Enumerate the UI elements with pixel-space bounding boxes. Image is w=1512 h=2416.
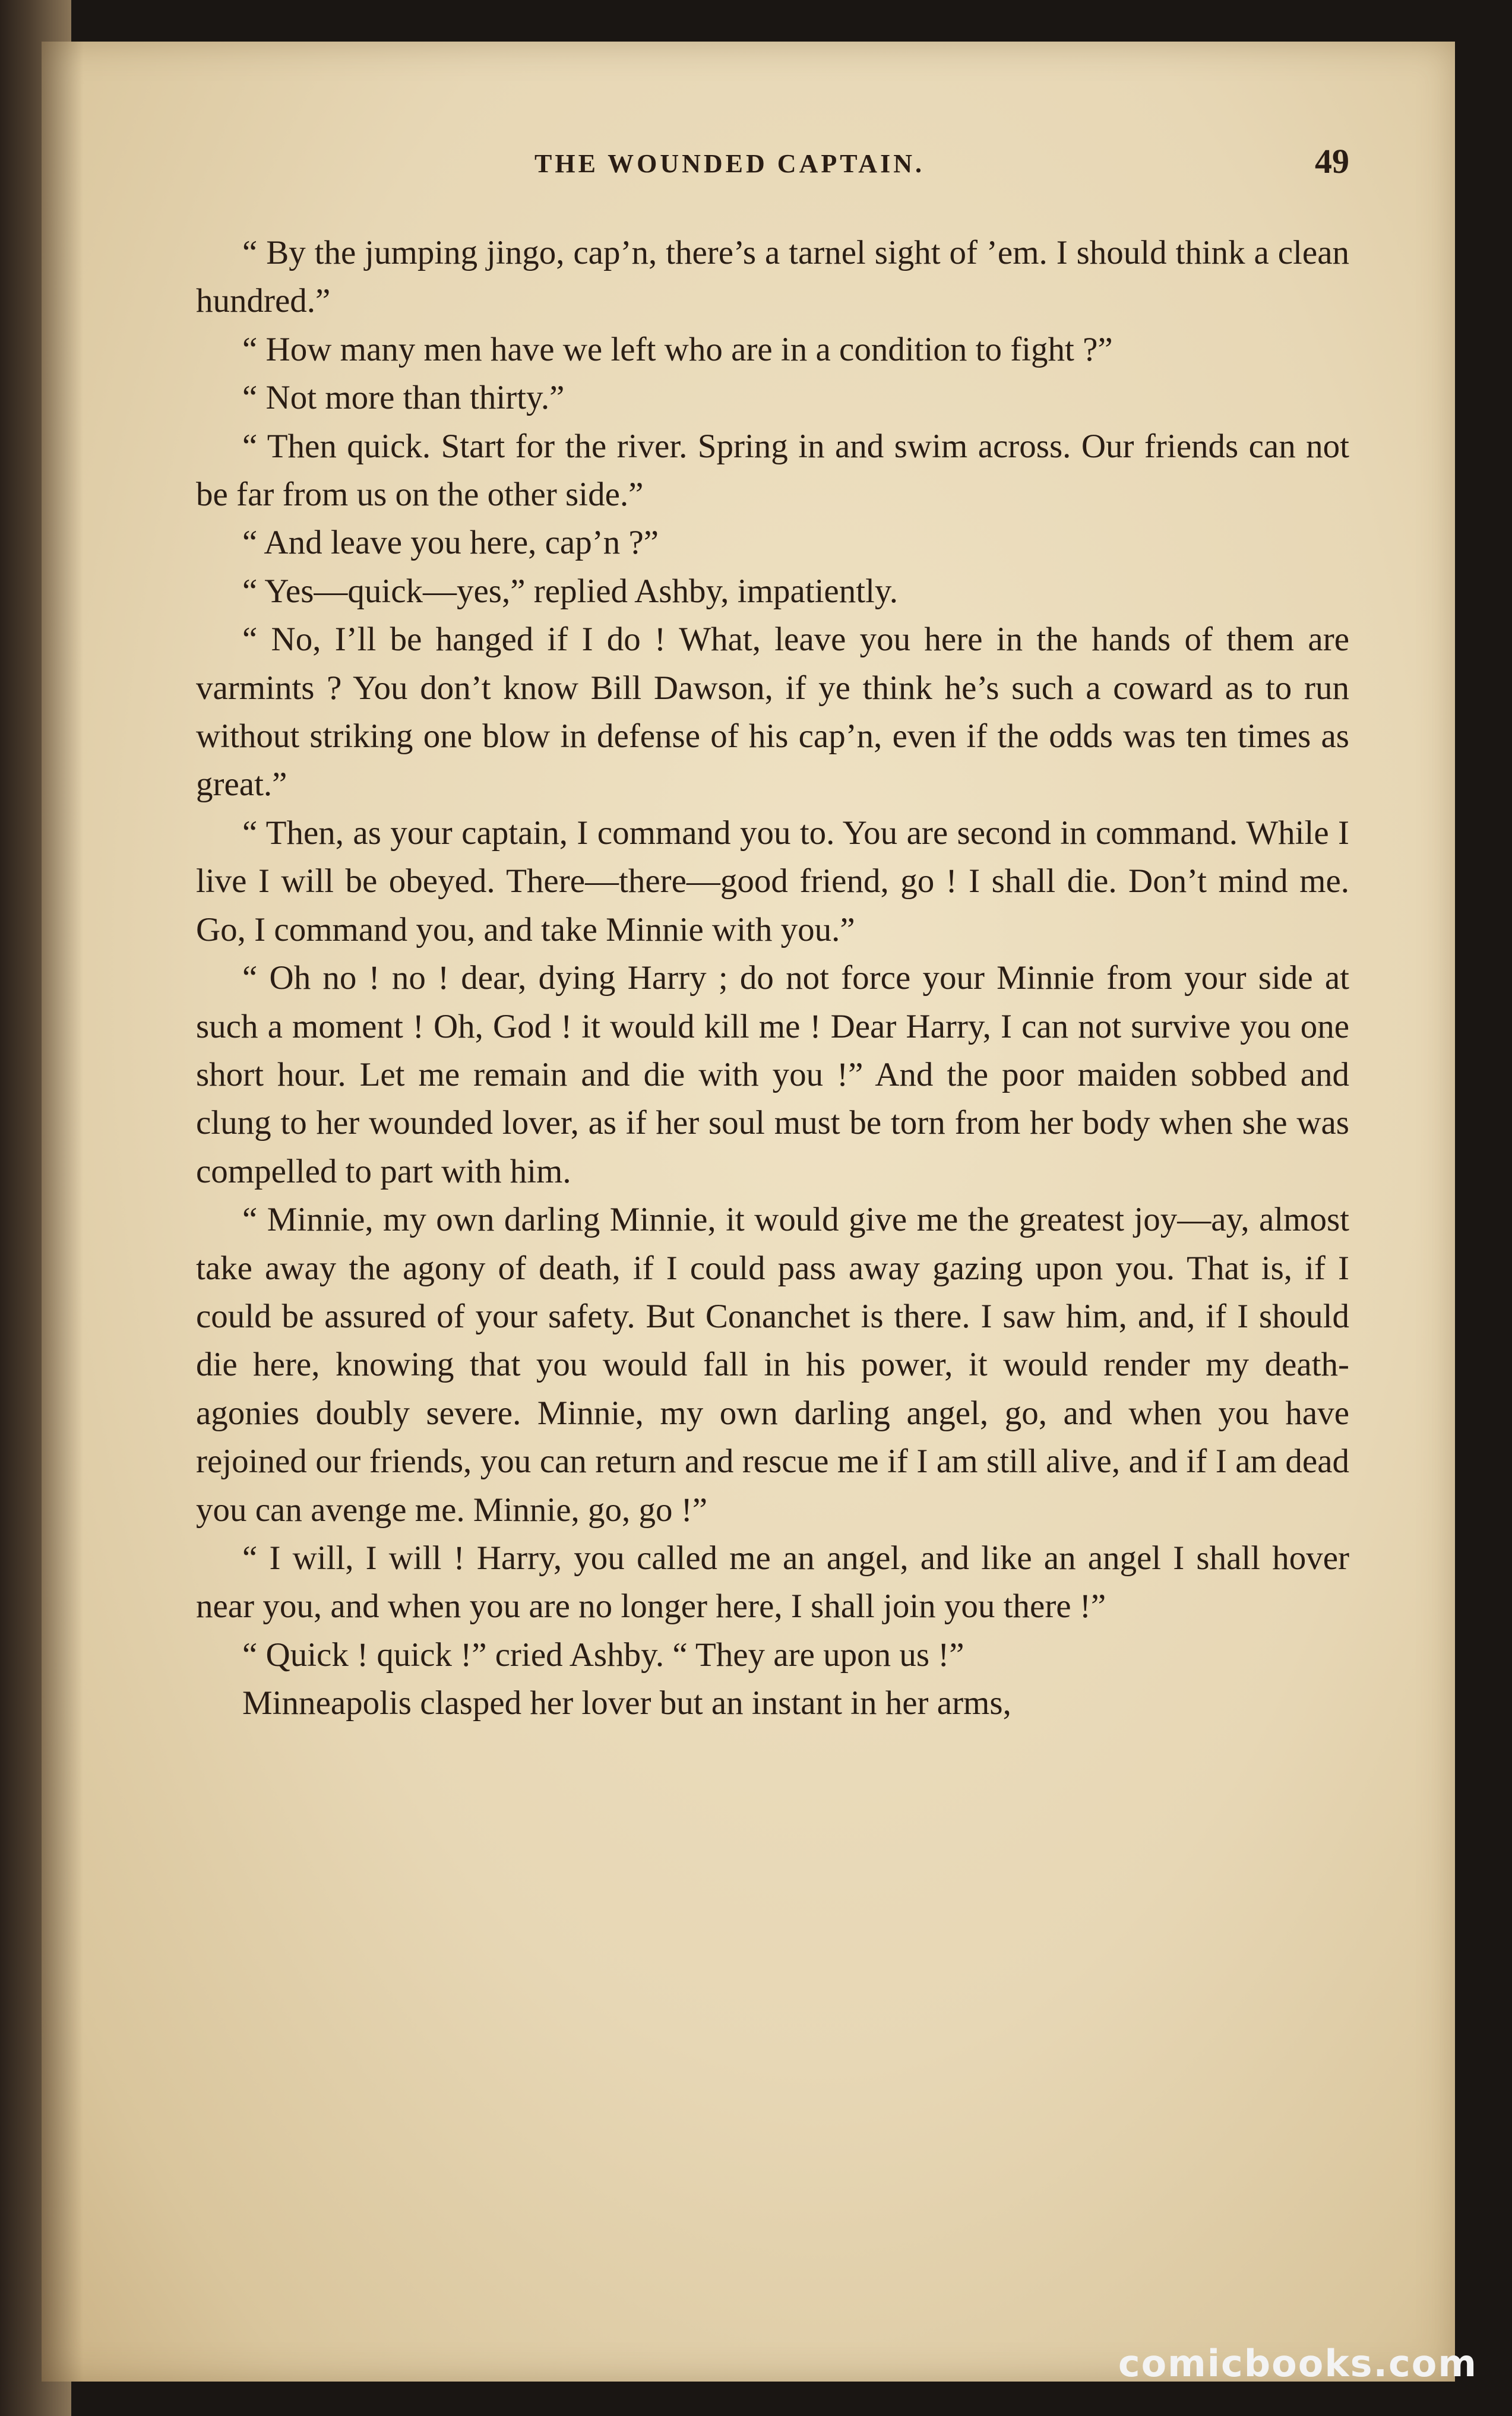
paragraph: “ Yes—quick—yes,” replied Ashby, impatiently.	[242, 572, 898, 610]
paragraph: “ And leave you here, cap’n ?”	[242, 524, 659, 562]
paragraph: “ Not more than thirty.”	[242, 379, 565, 417]
paragraph: “ Quick ! quick !” cried Ashby. “ They are upon us !”	[242, 1636, 964, 1674]
paragraph: “ Oh no ! no ! dear, dying Harry ; do not force your Minnie from your side at such a moment ! Oh, God ! it would kill me ! Dear Harry, I can not survive you one short hour. Let me remain and die with you !” And the poor maiden sobbed and clung to her wounded lover, as if her soul must be torn from her body when she was compelled to part with him.	[196, 959, 1349, 1190]
paragraph: “ By the jumping jingo, cap’n, there’s a tarnel sight of ’em. I should think a clean hundred.”	[196, 234, 1349, 320]
running-head	[196, 141, 1349, 195]
paragraph: “ Then quick. Start for the river. Spring in and swim across. Our friends can not be far from us on the other side.”	[196, 427, 1349, 514]
watermark-text: comicbooks.com	[1118, 2342, 1478, 2385]
paragraph: “ Then, as your captain, I command you to. You are second in command. While I live I will be obeyed. There—there—good friend, go ! I shall die. Don’t mind me. Go, I command you, and take Minnie with you.”	[196, 814, 1349, 948]
paragraph: Minneapolis clasped her lover but an instant in her arms,	[242, 1684, 1011, 1722]
page-number: 49	[1315, 142, 1349, 181]
paragraph: “ No, I’ll be hanged if I do ! What, leave you here in the hands of them are varmints ? You don’t know Bill Dawson, if ye think he’s such a coward as to run without striking one blow in defense of his cap’n, even if the odds was ten times as great.”	[196, 621, 1349, 804]
paragraph: “ Minnie, my own darling Minnie, it would give me the greatest joy—ay, almost take away the agony of death, if I could pass away gazing upon you. That is, if I could be assured of your safety. But Conanchet is there. I saw him, and, if I should die here, knowing that you would fall in his power, it would render my death-agonies doubly severe. Minnie, my own darling angel, go, and when you have rejoined our friends, you can return and rescue me if I am still alive, and if I am dead you can avenge me. Minnie, go, go !”	[196, 1201, 1349, 1529]
paragraph: “ How many men have we left who are in a condition to fight ?”	[242, 330, 1113, 368]
paragraph: “ I will, I will ! Harry, you called me an angel, and like an angel I shall hover near you, and when you are no longer here, I shall join you there !”	[196, 1539, 1349, 1626]
gutter-shadow	[42, 42, 83, 2382]
running-head-title: THE WOUNDED CAPTAIN.	[534, 149, 925, 178]
body-text	[196, 229, 1349, 1728]
